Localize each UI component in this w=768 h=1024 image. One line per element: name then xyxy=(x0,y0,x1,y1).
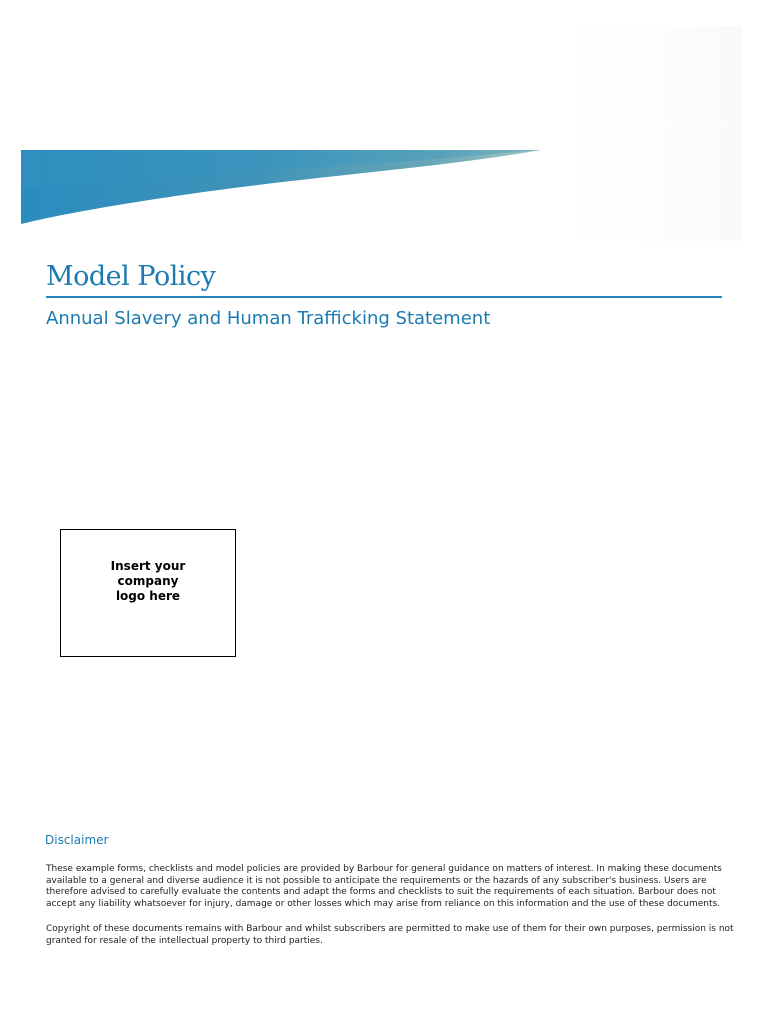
logo-placeholder-line: company xyxy=(117,574,179,588)
logo-placeholder-line: Insert your xyxy=(110,559,186,573)
copyright-paragraph: Copyright of these documents remains with Barbour and whilst subscribers are permitted to make use of them for their own purposes, permission is not granted for resale of the intellectual property to third parties. xyxy=(46,924,734,946)
logo-placeholder-line: logo here xyxy=(115,589,181,603)
title-divider xyxy=(46,296,722,298)
page-title: Model Policy xyxy=(46,261,216,292)
logo-placeholder-box xyxy=(60,529,236,657)
disclaimer-heading: Disclaimer xyxy=(45,833,109,847)
disclaimer-paragraph: These example forms, checklists and model policies are provided by Barbour for general guidance on matters of interest. In making these documents available to a general and diverse audience it is not possible to anticipate the requirements or the hazards of any subscriber's business. Users are therefore advised to carefully evaluate the contents and adapt the forms and checklists to suit the requirements of each situation. Barbour does not accept any liability whatsoever for injury, damage or other losses which may arise from reliance on this information and the use of these documents. xyxy=(46,864,722,909)
header-banner xyxy=(21,26,742,241)
banner-wave-graphic xyxy=(21,26,742,241)
document-subtitle: Annual Slavery and Human Trafficking Statement xyxy=(46,308,491,329)
logo-placeholder-text xyxy=(61,559,235,604)
